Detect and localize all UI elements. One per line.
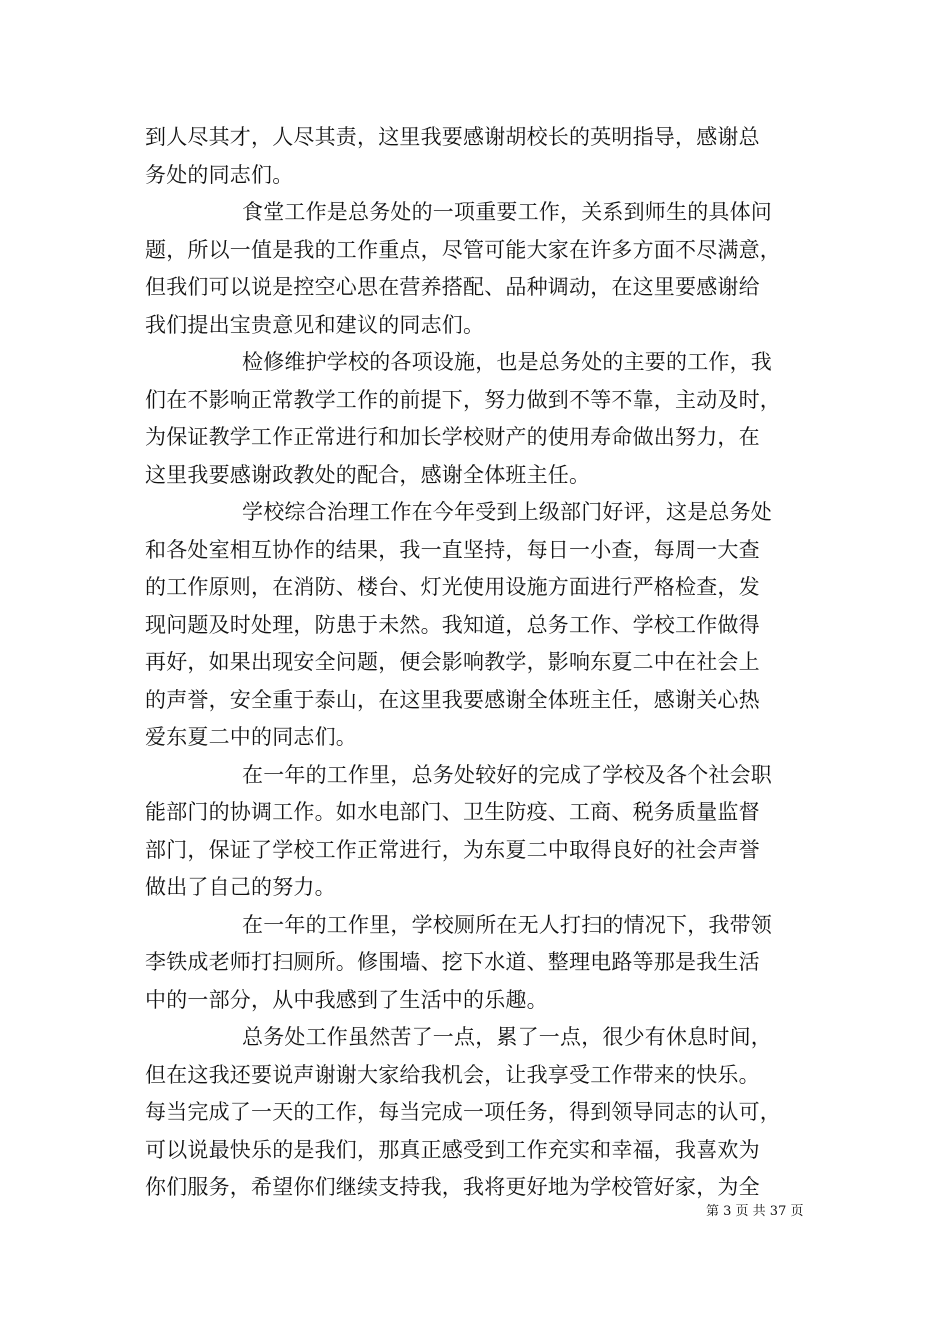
paragraph-start-line: 学校综合治理工作在今年受到上级部门好评，这是总务处 [242,500,772,524]
text-line: 中的一部分，从中我感到了生活中的乐趣。 [145,987,548,1012]
text-line: 的声誉，安全重于泰山，在这里我要感谢全体班主任，感谢关心热 [145,687,760,712]
text-line: 再好，如果出现安全问题，便会影响教学，影响东夏二中在社会上 [145,650,760,674]
text-line: 们在不影响正常教学工作的前提下，努力做到不等不靠，主动及时， [145,387,781,412]
text-line: 可以说最快乐的是我们，那真正感受到工作充实和幸福，我喜欢为 [145,1137,760,1162]
paragraph-start-line: 检修维护学校的各项设施，也是总务处的主要的工作，我 [242,350,772,374]
text-line: 能部门的协调工作。如水电部门、卫生防疫、工商、税务质量监督 [145,800,760,824]
text-line: 现问题及时处理，防患于未然。我知道，总务工作、学校工作做得 [145,612,760,637]
page-number-footer: 第 3 页 共 37 页 [706,1204,804,1219]
text-line: 到人尽其才，人尽其责，这里我要感谢胡校长的英明指导，感谢总 [145,125,760,149]
text-line: 务处的同志们。 [145,162,294,187]
paragraph-start-line: 在一年的工作里，总务处较好的完成了学校及各个社会职 [242,762,772,787]
text-line: 和各处室相互协作的结果，我一直坚持，每日一小查，每周一大查 [145,537,760,562]
text-line: 我们提出宝贵意见和建议的同志们。 [145,312,485,337]
text-line: 爱东夏二中的同志们。 [145,725,357,749]
text-line: 题，所以一值是我的工作重点，尽管可能大家在许多方面不尽满意， [145,237,781,262]
paragraph-start-line: 在一年的工作里，学校厕所在无人打扫的情况下，我带领 [242,912,772,937]
paragraph-start-line: 食堂工作是总务处的一项重要工作，关系到师生的具体问 [242,200,772,224]
text-line: 做出了自己的努力。 [145,875,336,899]
text-line: 每当完成了一天的工作，每当完成一项任务，得到领导同志的认可， [145,1100,781,1124]
text-line: 部门，保证了学校工作正常进行，为东夏二中取得良好的社会声誉 [145,837,760,862]
text-line: 但我们可以说是控空心思在营养搭配、品种调动，在这里要感谢给 [145,275,760,299]
text-line: 你们服务，希望你们继续支持我，我将更好地为学校管好家，为全 [145,1175,760,1199]
text-line: 为保证教学工作正常进行和加长学校财产的使用寿命做出努力，在 [145,425,760,449]
paragraph-start-line: 总务处工作虽然苦了一点，累了一点，很少有休息时间， [242,1025,772,1049]
text-line: 的工作原则，在消防、楼台、灯光使用设施方面进行严格检查，发 [145,575,760,599]
document-body [145,119,825,1207]
text-line: 这里我要感谢政教处的配合，感谢全体班主任。 [145,462,591,487]
text-line: 李铁成老师打扫厕所。修围墙、挖下水道、整理电路等那是我生活 [145,950,760,974]
text-line: 但在这我还要说声谢谢大家给我机会，让我享受工作带来的快乐。 [145,1062,760,1087]
